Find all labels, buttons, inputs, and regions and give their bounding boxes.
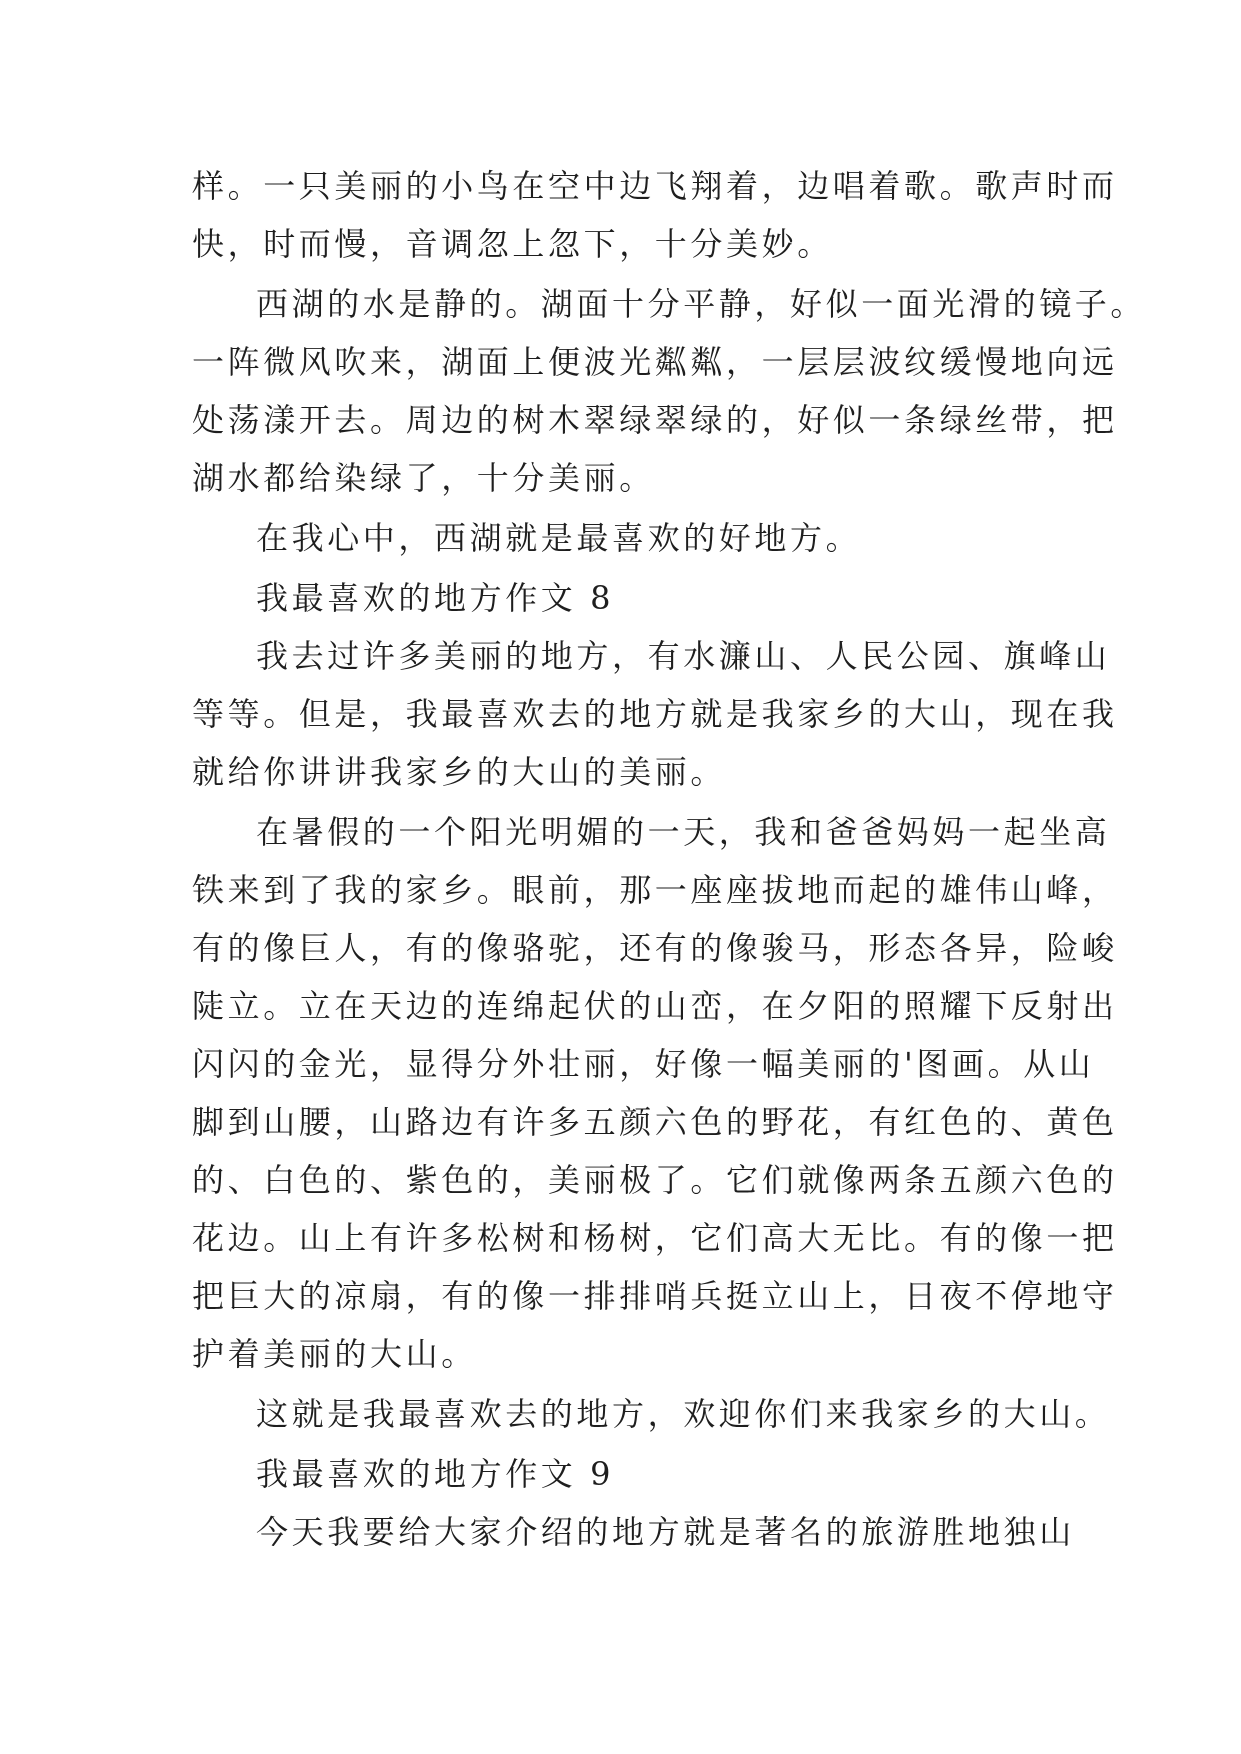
text-line-4: 一阵微风吹来，湖面上便波光粼粼，一层层波纹缓慢地向远 <box>192 343 1118 381</box>
text-line-12: 在暑假的一个阳光明媚的一天，我和爸爸妈妈一起坐高 <box>256 813 1111 851</box>
section-heading-9: 我最喜欢的地方作文 9 <box>256 1455 615 1493</box>
text-line-14: 有的像巨人，有的像骆驼，还有的像骏马，形态各异，险峻 <box>192 929 1118 967</box>
text-line-7: 在我心中，西湖就是最喜欢的好地方。 <box>256 519 862 557</box>
text-line-15: 陡立。立在天边的连绵起伏的山峦，在夕阳的照耀下反射出 <box>192 987 1118 1025</box>
text-line-13: 铁来到了我的家乡。眼前，那一座座拔地而起的雄伟山峰， <box>192 871 1118 909</box>
section-heading-8: 我最喜欢的地方作文 8 <box>256 579 615 617</box>
text-line-10: 等等。但是，我最喜欢去的地方就是我家乡的大山，现在我 <box>192 695 1118 733</box>
text-line-5: 处荡漾开去。周边的树木翠绿翠绿的，好似一条绿丝带，把 <box>192 401 1118 439</box>
text-line-19: 花边。山上有许多松树和杨树，它们高大无比。有的像一把 <box>192 1219 1118 1257</box>
text-line-3: 西湖的水是静的。湖面十分平静，好似一面光滑的镜子。 <box>256 285 1147 323</box>
text-line-9: 我去过许多美丽的地方，有水濂山、人民公园、旗峰山 <box>256 637 1111 675</box>
text-line-24: 今天我要给大家介绍的地方就是著名的旅游胜地独山 <box>256 1513 1075 1551</box>
text-line-16: 闪闪的金光，显得分外壮丽，好像一幅美丽的'图画。从山 <box>192 1045 1095 1083</box>
text-line-1: 样。一只美丽的小鸟在空中边飞翔着，边唱着歌。歌声时而 <box>192 167 1118 205</box>
text-line-22: 这就是我最喜欢去的地方，欢迎你们来我家乡的大山。 <box>256 1395 1111 1433</box>
text-line-17: 脚到山腰，山路边有许多五颜六色的野花，有红色的、黄色 <box>192 1103 1118 1141</box>
text-line-18: 的、白色的、紫色的，美丽极了。它们就像两条五颜六色的 <box>192 1161 1118 1199</box>
text-line-6: 湖水都给染绿了，十分美丽。 <box>192 459 655 497</box>
text-line-20: 把巨大的凉扇，有的像一排排哨兵挺立山上，日夜不停地守 <box>192 1277 1118 1315</box>
text-line-21: 护着美丽的大山。 <box>192 1335 477 1373</box>
text-line-11: 就给你讲讲我家乡的大山的美丽。 <box>192 753 727 791</box>
text-line-2: 快，时而慢，音调忽上忽下，十分美妙。 <box>192 225 833 263</box>
